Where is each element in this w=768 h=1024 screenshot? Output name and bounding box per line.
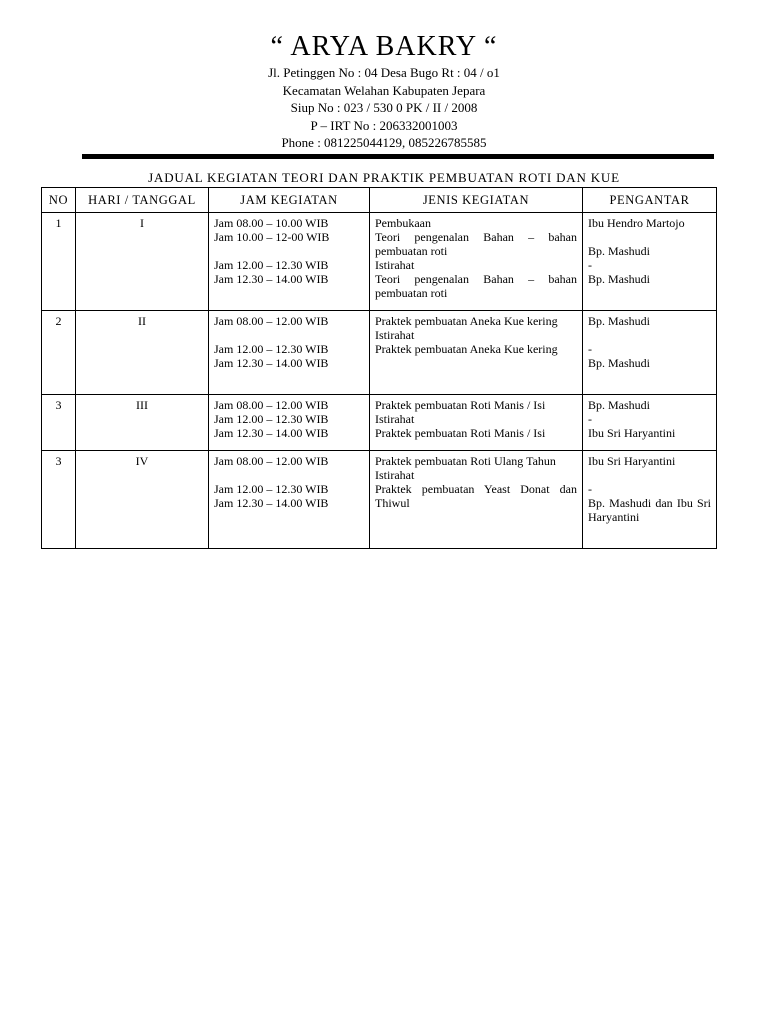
row-day-cell: IV [76,451,209,549]
row-day-cell: II [76,311,209,395]
presenter-line: Bp. Mashudi [588,244,651,258]
address-line: Phone : 081225044129, 085226785585 [281,135,487,150]
presenter-line: - [588,258,592,272]
row-number-cell: 1 [42,213,76,311]
schedule-table [41,187,717,549]
presenter-line [588,328,711,342]
row-time-cell [209,395,370,451]
row-time-cell [209,311,370,395]
time-line: Jam 08.00 – 12.00 WIB [214,314,329,328]
presenter-line: - [588,342,592,356]
company-name: “ ARYA BAKRY “ [270,31,498,62]
row-presenter-cell [583,213,717,311]
row-number-cell: 3 [42,395,76,451]
time-line [214,468,364,482]
table-row [42,451,717,549]
activity-line: Praktek pembuatan Aneka Kue kering [375,342,558,356]
time-line: Jam 10.00 – 12-00 WIB [214,230,330,244]
column-header-time: JAM KEGIATAN [209,188,370,213]
presenter-line: Ibu Hendro Martojo [588,216,685,230]
presenter-line: Bp. Mashudi [588,398,651,412]
activity-line: Teori pengenalan Bahan – bahan pembuatan roti [375,272,577,300]
presenter-line: Bp. Mashudi dan Ibu Sri Haryantini [588,496,711,524]
time-line: Jam 12.00 – 12.30 WIB [214,482,329,496]
row-presenter-cell [583,451,717,549]
activity-line: Praktek pembuatan Roti Manis / Isi [375,398,546,412]
time-line: Jam 08.00 – 10.00 WIB [214,216,329,230]
presenter-line: Ibu Sri Haryantini [588,426,676,440]
row-day-cell: I [76,213,209,311]
column-header-activity: JENIS KEGIATAN [370,188,583,213]
presenter-line: Ibu Sri Haryantini [588,454,676,468]
time-line: Jam 12.00 – 12.30 WIB [214,258,329,272]
activity-line: Teori pengenalan Bahan – bahan pembuatan roti [375,230,577,258]
address-line: Siup No : 023 / 530 0 PK / II / 2008 [290,100,478,115]
time-line: Jam 12.30 – 14.00 WIB [214,272,329,286]
presenter-line [588,230,711,244]
activity-line: Istirahat [375,412,415,426]
presenter-line [588,468,711,482]
row-time-cell [209,213,370,311]
table-row [42,311,717,395]
address-line: P – IRT No : 206332001003 [310,117,458,133]
activity-line: Istirahat [375,328,415,342]
presenter-line: Bp. Mashudi [588,314,651,328]
time-line: Jam 08.00 – 12.00 WIB [214,398,329,412]
address-line: Jl. Petinggen No : 04 Desa Bugo Rt : 04 / o1 [268,65,500,80]
table-row [42,213,717,311]
time-line: Jam 12.30 – 14.00 WIB [214,356,329,370]
column-header-presenter: PENGANTAR [583,188,717,213]
presenter-line: Bp. Mashudi [588,272,651,286]
column-header-no: NO [42,188,76,213]
time-line: Jam 12.00 – 12.30 WIB [214,412,329,426]
time-line [214,244,364,258]
row-day-cell: III [76,395,209,451]
row-presenter-cell [583,311,717,395]
column-header-day: HARI / TANGGAL [76,188,209,213]
row-number-cell: 3 [42,451,76,549]
row-time-cell [209,451,370,549]
row-activity-cell [370,213,583,311]
activity-line: Praktek pembuatan Roti Ulang Tahun [375,454,556,468]
presenter-line: Bp. Mashudi [588,356,651,370]
time-line: Jam 12.30 – 14.00 WIB [214,496,329,510]
activity-line: Praktek pembuatan Yeast Donat dan Thiwul [375,482,577,510]
row-presenter-cell [583,395,717,451]
row-activity-cell [370,451,583,549]
time-line [214,328,364,342]
presenter-line: - [588,412,592,426]
activity-line: Istirahat [375,468,415,482]
address-line: Kecamatan Welahan Kabupaten Jepara [282,82,486,98]
schedule-title: JADUAL KEGIATAN TEORI DAN PRAKTIK PEMBUATAN ROTI DAN KUE [148,170,620,185]
activity-line: Pembukaan [375,216,431,230]
row-number-cell: 2 [42,311,76,395]
time-line: Jam 08.00 – 12.00 WIB [214,454,329,468]
row-activity-cell [370,395,583,451]
row-activity-cell [370,311,583,395]
activity-line: Praktek pembuatan Aneka Kue kering [375,314,558,328]
letterhead-divider [82,154,714,159]
letterhead [0,30,768,152]
presenter-line: - [588,482,592,496]
activity-line: Praktek pembuatan Roti Manis / Isi [375,426,546,440]
activity-line: Istirahat [375,258,415,272]
table-header-row [42,188,717,213]
time-line: Jam 12.30 – 14.00 WIB [214,426,329,440]
table-row [42,395,717,451]
time-line: Jam 12.00 – 12.30 WIB [214,342,329,356]
